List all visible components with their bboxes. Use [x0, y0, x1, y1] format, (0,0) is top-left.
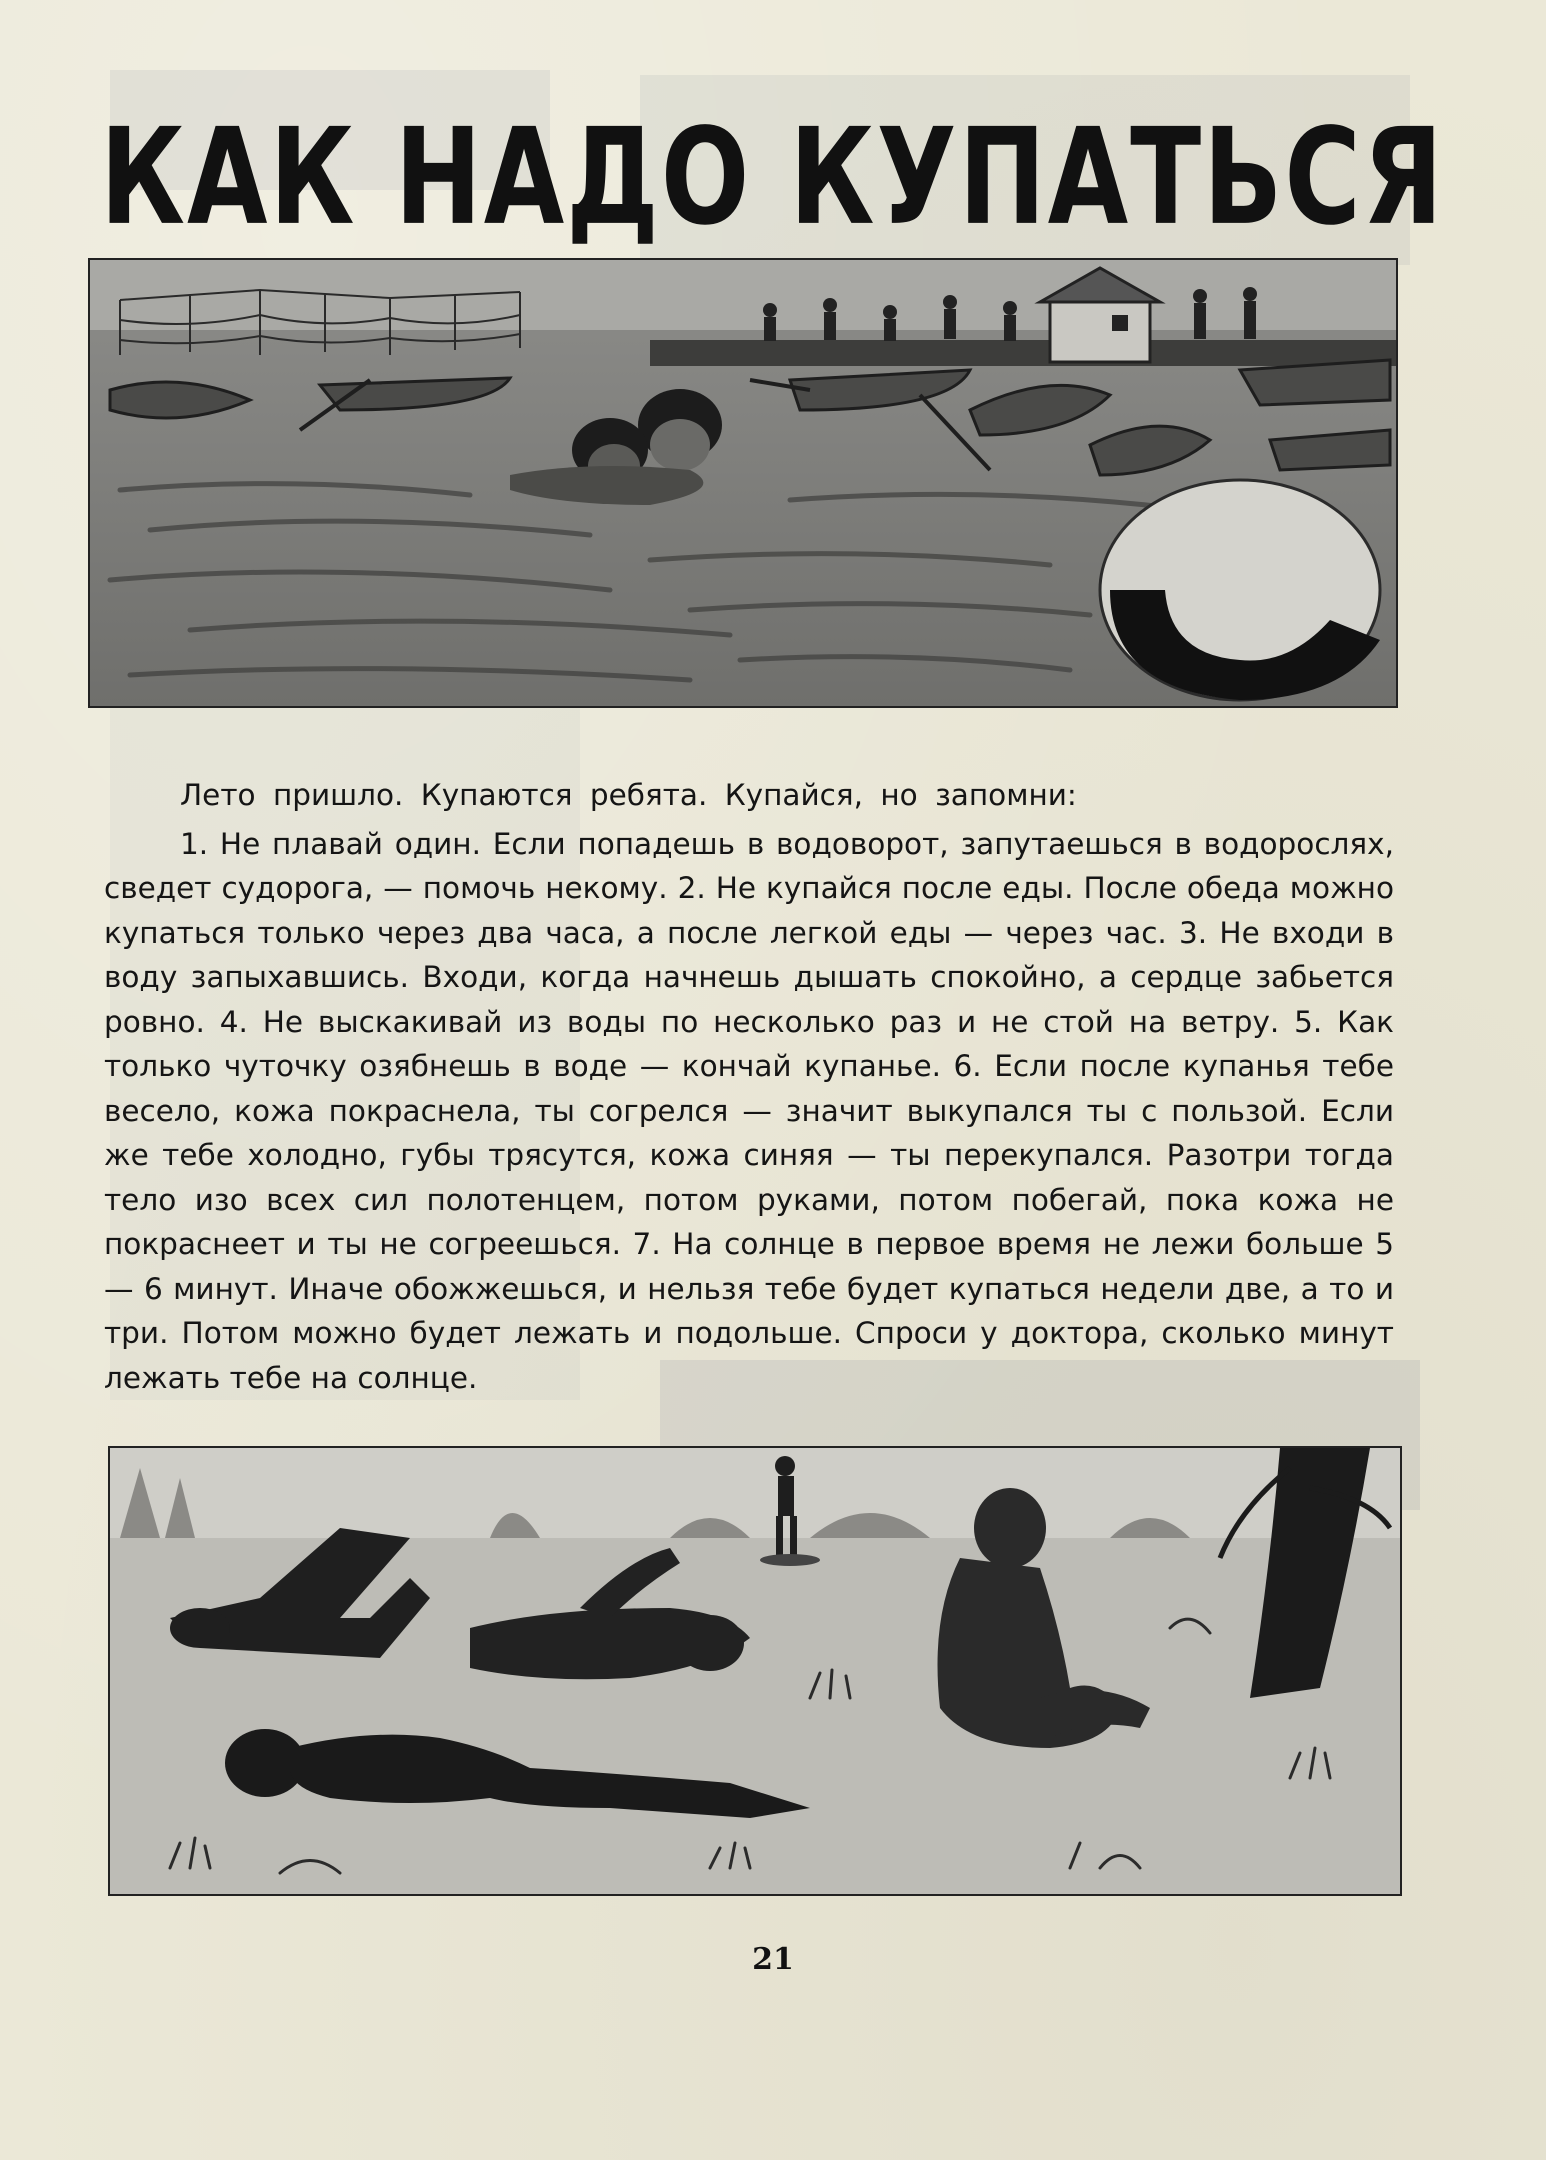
sunbathing-drawing	[110, 1448, 1400, 1894]
intro-paragraph: Лето пришло. Купаются ребята. Купайся, но запомни:	[180, 778, 1077, 812]
article-text	[104, 773, 1394, 1400]
page-number: 21	[752, 1942, 794, 1977]
rules-paragraph: 1. Не плавай один. Если попадешь в водоворот, запутаешься в водорослях, сведет судорога, — помочь некому. 2. Не купайся после еды. После обеда можно купаться только через два часа, а после легкой еды — через час. 3. Не входи в воду запыхавшись. Входи, когда начнешь дышать спокойно, а сердце забьется ровно. 4. Не выскакивай из воды по несколько раз и не стой на ветру. 5. Как только чуточку озябнешь в воде — кончай купанье. 6. Если после купанья тебе весело, кожа покраснела, ты согрелся — значит выкупался ты с пользой. Если же тебе холодно, губы трясутся, кожа синяя — ты перекупался. Разотри тогда тело изо всех сил полотенцем, потом руками, потом побегай, пока кожа не покраснеет и ты не согреешься. 7. На солнце в первое время не лежи больше 5 — 6 минут. Иначе обожжешься, и нельзя тебе будет купаться недели две, а то и три. Потом можно будет лежать и подольше. Спроси у доктора, сколько минут лежать тебе на солнце.	[104, 826, 1394, 1395]
sunbathing-illustration	[108, 1446, 1402, 1896]
life-ring	[1100, 480, 1380, 700]
swimming-illustration	[88, 258, 1398, 708]
pier	[650, 340, 1396, 366]
swimming-drawing	[90, 260, 1396, 706]
page-title: КАК НАДО КУПАТЬСЯ	[100, 98, 1445, 255]
